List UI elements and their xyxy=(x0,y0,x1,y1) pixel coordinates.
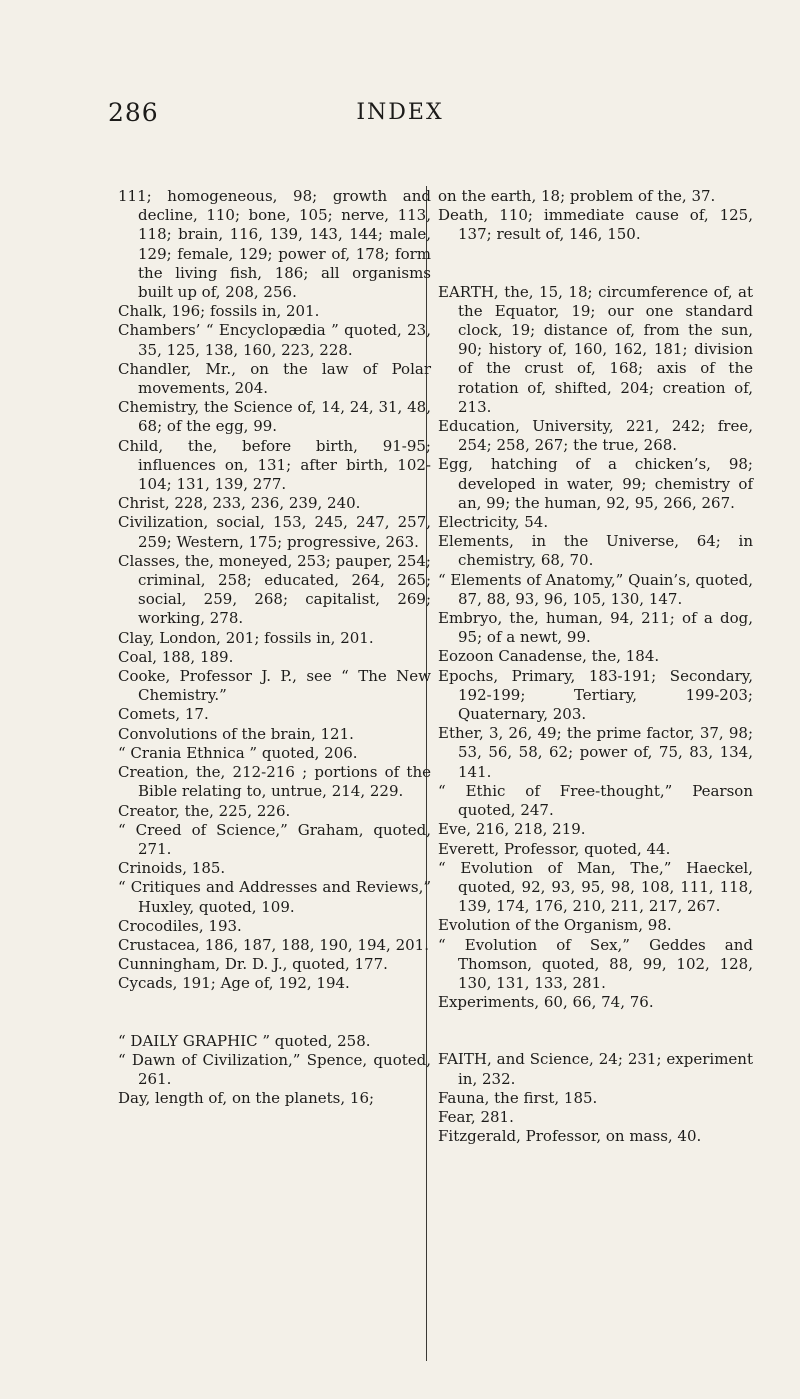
index-entry: Epochs, Primary, 183-191; Secondary, 192-199; Tertiary, 199-203; Quaternary, 203. xyxy=(438,666,753,724)
index-entry: Comets, 17. xyxy=(118,705,209,724)
index-entry: “ Elements of Anatomy,” Quain’s, quoted, 87, 88, 93, 96, 105, 130, 147. xyxy=(438,570,753,608)
index-entry: Chandler, Mr., on the law of Polar movements, 204. xyxy=(118,359,431,398)
index-entry: “ Evolution of Man, The,” Haeckel, quoted, 92, 93, 95, 98, 108, 111, 118, 139, 174, 176, 210, 211, 217, 267. xyxy=(438,858,753,916)
index-entry: “ Ethic of Free-thought,” Pearson quoted, 247. xyxy=(438,781,753,820)
page-number: 286 xyxy=(108,98,159,127)
section-gap xyxy=(118,994,431,1032)
index-entry: Cunningham, Dr. D. J., quoted, 177. xyxy=(118,955,388,974)
index-entry: Egg, hatching of a chicken’s, 98; developed in water, 99; chemistry of an, 99; the human, 92, 95, 266, 267. xyxy=(438,455,753,512)
index-entry: Convolutions of the brain, 121. xyxy=(118,724,354,743)
index-entry: Death, 110; immediate cause of, 125, 137; result of, 146, 150. xyxy=(438,206,753,244)
section-gap xyxy=(438,1012,753,1050)
index-entry: Child, the, before birth, 91-95; influences on, 131; after birth, 102-104; 131, 139, 277. xyxy=(118,436,431,494)
index-entry: Crocodiles, 193. xyxy=(118,916,242,935)
index-entry: Crustacea, 186, 187, 188, 190, 194, 201. xyxy=(118,935,429,954)
index-entry: Christ, 228, 233, 236, 239, 240. xyxy=(118,494,361,513)
index-entry: “ Crania Ethnica ” quoted, 206. xyxy=(118,743,358,762)
index-entry: “ DAILY GRAPHIC ” quoted, 258. xyxy=(118,1031,371,1050)
index-entry: Fitzgerald, Professor, on mass, 40. xyxy=(438,1127,702,1146)
index-entry: Creation, the, 212-216 ; portions of the Bible relating to, untrue, 214, 229. xyxy=(118,763,431,801)
index-entry: Chemistry, the Science of, 14, 24, 31, 48, 68; of the egg, 99. xyxy=(118,398,431,436)
index-entry: FAITH, and Science, 24; 231; experiment in, 232. xyxy=(438,1050,753,1088)
index-entry: Eozoon Canadense, the, 184. xyxy=(438,647,660,666)
section-gap xyxy=(438,245,753,283)
index-entry: Education, University, 221, 242; free, 254; 258, 267; the true, 268. xyxy=(438,417,753,455)
index-entry: Fauna, the first, 185. xyxy=(438,1088,598,1107)
index-entry: Chalk, 196; fossils in, 201. xyxy=(118,302,320,321)
right-column xyxy=(438,187,753,1146)
index-entry: Day, length of, on the planets, 16; xyxy=(118,1089,375,1108)
index-entry: “ Dawn of Civilization,” Spence, quoted, 261. xyxy=(118,1050,431,1088)
index-entry: Cooke, Professor J. P., see “ The New Chemistry.” xyxy=(118,667,431,705)
index-entry: Embryo, the, human, 94, 211; of a dog, 95; of a newt, 99. xyxy=(438,609,753,647)
index-entry: Eve, 216, 218, 219. xyxy=(438,820,586,839)
index-entry: EARTH, the, 15, 18; circumference of, at the Equator, 19; our one standard clock, 19; distance of, from the sun, 90; history of, 160, 162, 181; division of the crust of, 168; axis of the rotation of, shifted, 204; creation of, 213. xyxy=(438,282,753,416)
index-entry: “ Critiques and Addresses and Reviews,” Huxley, quoted, 109. xyxy=(118,878,431,916)
index-entry: Elements, in the Universe, 64; in chemistry, 68, 70. xyxy=(438,532,753,570)
index-entry: Classes, the, moneyed, 253; pauper, 254; criminal, 258; educated, 264, 265; social, 259, 268; capitalist, 269; working, 278. xyxy=(118,551,431,628)
index-entry: Civilization, social, 153, 245, 247, 257, 259; Western, 175; progressive, 263. xyxy=(118,513,431,551)
index-entry: Experiments, 60, 66, 74, 76. xyxy=(438,993,654,1012)
index-entry: Fear, 281. xyxy=(438,1107,514,1126)
index-entry: Chambers’ “ Encyclopædia ” quoted, 23, 35, 125, 138, 160, 223, 228. xyxy=(118,321,431,359)
running-title: INDEX xyxy=(356,100,444,125)
index-entry: Ether, 3, 26, 49; the prime factor, 37, 98; 53, 56, 58, 62; power of, 75, 83, 134, 141. xyxy=(438,724,753,781)
left-column xyxy=(118,187,431,1108)
index-entry: on the earth, 18; problem of the, 37. xyxy=(438,187,716,205)
index-entry: Evolution of the Organism, 98. xyxy=(438,916,672,935)
index-entry: Coal, 188, 189. xyxy=(118,647,234,666)
index-entry: Everett, Professor, quoted, 44. xyxy=(438,839,671,858)
index-entry: Crinoids, 185. xyxy=(118,859,226,878)
index-entry: “ Evolution of Sex,” Geddes and Thomson, quoted, 88, 99, 102, 128, 130, 131, 133, 281. xyxy=(438,935,753,992)
index-entry: 111; homogeneous, 98; growth and decline, 110; bone, 105; nerve, 113, 118; brain, 116, 139, 143, 144; male, 129; female, 129; power of, 178; form the living fish, 186; all organisms built up of, 208, 256. xyxy=(118,187,431,302)
index-entry: Clay, London, 201; fossils in, 201. xyxy=(118,628,374,647)
index-entry: Cycads, 191; Age of, 192, 194. xyxy=(118,974,350,993)
page-header xyxy=(0,98,800,138)
index-entry: “ Creed of Science,” Graham, quoted, 271. xyxy=(118,820,431,858)
index-entry: Creator, the, 225, 226. xyxy=(118,801,291,820)
index-entry: Electricity, 54. xyxy=(438,513,549,532)
